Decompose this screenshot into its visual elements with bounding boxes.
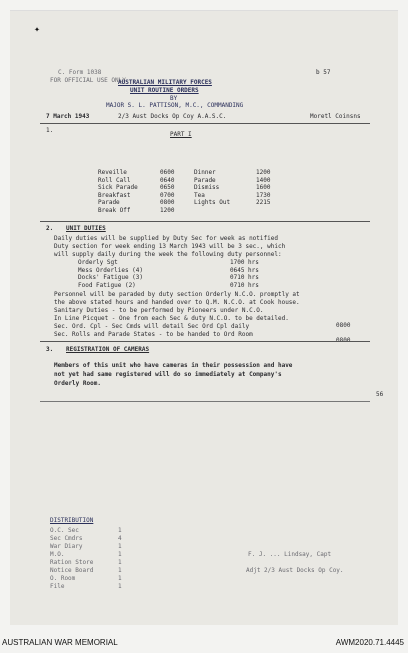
routine-time: 1400 <box>256 176 271 184</box>
duty-time: 0710 hrs <box>230 281 259 289</box>
routine-activity: Sick Parade <box>98 184 138 191</box>
divider <box>40 341 370 342</box>
routine-time: 1600 <box>256 184 271 191</box>
routine-activity: Break Off <box>98 206 131 214</box>
routine-activity: Parade <box>194 176 216 184</box>
text-line: Duty section for week ending 13 March 1943 will be 3 sec., which <box>54 243 286 250</box>
text-line: In Line Picquet - One from each Sec & duty N.C.O. to be detailed. <box>54 315 289 322</box>
distribution-count: 1 <box>118 575 122 582</box>
part-heading: PART I <box>170 131 192 138</box>
text-line: Personnel will be paraded by duty section Orderly N.C.O. promptly at <box>54 291 300 298</box>
by-line: BY <box>170 95 178 102</box>
distribution-count: 1 <box>118 567 122 574</box>
duty-name: Mess Orderlies (4) <box>78 266 144 274</box>
text-line: Members of this unit who have cameras in their possession and have <box>54 362 293 369</box>
section-number: 1. <box>46 127 54 134</box>
force-heading: AUSTRALIAN MILITARY FORCES <box>118 79 212 86</box>
routine-activity: Parade <box>98 199 120 206</box>
duty-time: 0710 hrs <box>230 274 259 281</box>
document-title: UNIT ROUTINE ORDERS <box>130 87 199 94</box>
archive-id: AWM2020.71.4445 <box>335 638 404 647</box>
divider <box>40 123 370 124</box>
routine-activity: Dinner <box>194 169 216 176</box>
distribution-count: 4 <box>118 535 122 542</box>
text-line: not yet had same registered will do so immediately at Company's <box>54 371 282 378</box>
text-line: Sec. Ord. Cpl - Sec Cmds will detail Sec Ord Cpl daily <box>54 323 250 330</box>
text-line: Sec. Rolls and Parade States - to be handed to Ord Room <box>54 331 253 338</box>
section-number: 3. <box>46 346 54 353</box>
routine-activity: Tea <box>194 191 205 199</box>
distribution-recipient: M.O. <box>50 551 65 558</box>
duty-time: 0645 hrs <box>230 266 259 274</box>
distribution-count: 1 <box>118 527 122 534</box>
divider <box>40 401 370 402</box>
archive-credit: AUSTRALIAN WAR MEMORIAL <box>2 638 118 647</box>
routine-activity: Dismiss <box>194 184 220 191</box>
text-line: Orderly Room. <box>54 380 101 387</box>
divider <box>40 221 370 222</box>
text-line: the above stated hours and handed over to Q.M. N.C.O. at Cook house. <box>54 299 300 306</box>
distribution-title: DISTRIBUTION <box>50 517 94 524</box>
distribution-recipient: File <box>50 583 65 590</box>
signature-role: Adjt 2/3 Aust Docks Op Coy. <box>246 567 344 574</box>
distribution-count: 1 <box>118 559 122 566</box>
routine-time: 0650 <box>160 184 175 191</box>
distribution-recipient: O. Room <box>50 575 76 582</box>
distribution-recipient: Ration Store <box>50 559 94 566</box>
routine-activity: Reveille <box>98 169 127 176</box>
security-marking: FOR OFFICIAL USE ONLY <box>50 77 126 84</box>
text-line: will supply daily during the week the following duty personnel: <box>54 251 282 258</box>
routine-time: 0640 <box>160 176 175 184</box>
distribution-count: 1 <box>118 551 122 558</box>
distribution-recipient: O.C. Sec <box>50 527 79 534</box>
distribution-count: 1 <box>118 583 122 590</box>
side-time: 0800 <box>336 322 351 329</box>
section-number: 2. <box>46 225 54 232</box>
commanding-officer: MAJOR S. L. PATTISON, M.C., COMMANDING <box>106 102 244 109</box>
section-title: UNIT DUTIES <box>66 225 106 232</box>
order-date: 7 March 1943 <box>46 113 90 120</box>
duty-name: Food Fatigue (2) <box>78 281 136 289</box>
routine-activity: Roll Call <box>98 176 131 184</box>
routine-activity: Breakfast <box>98 191 131 199</box>
text-line: Sanitary Duties - to be performed by Pioneers under N.C.O. <box>54 307 264 314</box>
form-number: C. Form 1038 <box>58 69 102 76</box>
routine-time: 0600 <box>160 169 175 176</box>
duty-time: 1700 hrs <box>230 259 259 266</box>
signature-name: F. J. ... Lindsay, Capt <box>248 551 332 558</box>
routine-time: 0700 <box>160 191 175 199</box>
duty-name: Orderly Sgt <box>78 259 118 266</box>
distribution-count: 1 <box>118 543 122 550</box>
text-line: Daily duties will be supplied by Duty Sec for week as notified <box>54 235 278 242</box>
routine-time: 2215 <box>256 199 271 206</box>
unit-name: 2/3 Aust Docks Op Coy A.A.S.C. <box>118 113 227 120</box>
pin-mark-icon: ✦ <box>34 24 41 35</box>
distribution-recipient: Notice Board <box>50 567 94 574</box>
document-page <box>10 10 398 625</box>
order-number: b 57 <box>316 69 331 76</box>
routine-time: 1730 <box>256 191 271 199</box>
location: Moretl Coinsns <box>310 113 361 120</box>
duty-name: Docks' Fatigue (3) <box>78 274 144 281</box>
routine-time: 1200 <box>160 206 175 214</box>
page-mark: 56 <box>376 391 384 398</box>
routine-time: 0800 <box>160 199 175 206</box>
routine-time: 1200 <box>256 169 271 176</box>
distribution-recipient: Sec Cmdrs <box>50 535 83 542</box>
side-time: 0800 <box>336 337 351 344</box>
section-title: REGISTRATION OF CAMERAS <box>66 346 150 353</box>
distribution-recipient: War Diary <box>50 543 83 550</box>
routine-activity: Lights Out <box>194 199 231 206</box>
